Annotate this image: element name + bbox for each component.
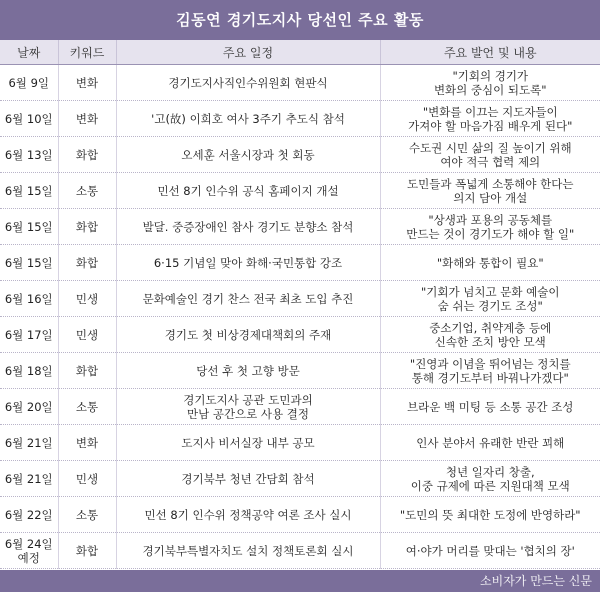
cell-date: 6월 20일 <box>0 389 58 425</box>
cell-date: 6월 22일 <box>0 497 58 533</box>
cell-event: 경기북부 청년 간담회 참석 <box>116 461 380 497</box>
cell-event: 민선 8기 인수위 공식 홈페이지 개설 <box>116 173 380 209</box>
header-event: 주요 일정 <box>116 40 380 65</box>
cell-keyword: 변화 <box>58 425 116 461</box>
cell-event: '고(故) 이희호 여사 3주기 추도식 참석 <box>116 101 380 137</box>
cell-date: 6월 13일 <box>0 137 58 173</box>
table-row <box>0 173 600 209</box>
cell-keyword: 화합 <box>58 533 116 569</box>
cell-event: 발달. 중증장애인 참사 경기도 분향소 참석 <box>116 209 380 245</box>
table-row <box>0 137 600 173</box>
table-row <box>0 209 600 245</box>
table-row <box>0 281 600 317</box>
table-row <box>0 65 600 101</box>
cell-keyword: 민생 <box>58 317 116 353</box>
cell-keyword: 화합 <box>58 209 116 245</box>
cell-date: 6월 10일 <box>0 101 58 137</box>
cell-event: 경기도지사직인수위원회 현판식 <box>116 65 380 101</box>
table-row <box>0 497 600 533</box>
cell-keyword: 민생 <box>58 461 116 497</box>
cell-event: 경기도지사 공관 도민과의 만남 공간으로 사용 결정 <box>116 389 380 425</box>
cell-remark: 도민들과 폭넓게 소통해야 한다는 의지 담아 개설 <box>380 173 600 209</box>
header-remark: 주요 발언 및 내용 <box>380 40 600 65</box>
cell-remark: "도민의 뜻 최대한 도정에 반영하라" <box>380 497 600 533</box>
cell-keyword: 소통 <box>58 389 116 425</box>
cell-keyword: 소통 <box>58 173 116 209</box>
cell-event: 경기도 첫 비상경제대책회의 주재 <box>116 317 380 353</box>
cell-remark: "변화를 이끄는 지도자들이 가져야 할 마음가짐 배우게 된다" <box>380 101 600 137</box>
table-row <box>0 425 600 461</box>
cell-date: 6월 18일 <box>0 353 58 389</box>
cell-date: 6월 9일 <box>0 65 58 101</box>
cell-keyword: 변화 <box>58 65 116 101</box>
cell-keyword: 변화 <box>58 101 116 137</box>
cell-date: 6월 21일 <box>0 461 58 497</box>
cell-date: 6월 15일 <box>0 245 58 281</box>
activity-table <box>0 40 600 569</box>
cell-keyword: 화합 <box>58 137 116 173</box>
cell-date: 6월 17일 <box>0 317 58 353</box>
table-header-row <box>0 40 600 65</box>
cell-date: 6월 15일 <box>0 173 58 209</box>
table-row <box>0 101 600 137</box>
cell-remark: 수도권 시민 삶의 질 높이기 위해 여야 적극 협력 제의 <box>380 137 600 173</box>
cell-date: 6월 24일 예정 <box>0 533 58 569</box>
header-keyword: 키워드 <box>58 40 116 65</box>
cell-remark: 인사 분야서 유래한 반란 꾀해 <box>380 425 600 461</box>
cell-remark: "기회의 경기가 변화의 중심이 되도록" <box>380 65 600 101</box>
table-row <box>0 461 600 497</box>
header-date: 날짜 <box>0 40 58 65</box>
cell-keyword: 민생 <box>58 281 116 317</box>
cell-event: 문화예술인 경기 찬스 전국 최초 도입 추진 <box>116 281 380 317</box>
cell-remark: "상생과 포용의 공동체를 만드는 것이 경기도가 해야 할 일" <box>380 209 600 245</box>
cell-remark: "화해와 통합이 필요" <box>380 245 600 281</box>
page-title: 김동연 경기도지사 당선인 주요 활동 <box>0 0 600 40</box>
cell-event: 당선 후 첫 고향 방문 <box>116 353 380 389</box>
table-row <box>0 245 600 281</box>
cell-date: 6월 16일 <box>0 281 58 317</box>
cell-remark: 여·야가 머리를 맞대는 '협치의 장' <box>380 533 600 569</box>
cell-remark: 청년 일자리 창출, 이중 규제에 따른 지원대책 모색 <box>380 461 600 497</box>
cell-event: 도지사 비서실장 내부 공모 <box>116 425 380 461</box>
cell-event: 오세훈 서울시장과 첫 회동 <box>116 137 380 173</box>
table-row <box>0 389 600 425</box>
table-row <box>0 533 600 569</box>
cell-remark: "진영과 이념을 뛰어넘는 정치를 통해 경기도부터 바꿔나가겠다" <box>380 353 600 389</box>
cell-keyword: 소통 <box>58 497 116 533</box>
cell-event: 6·15 기념일 맞아 화해·국민통합 강조 <box>116 245 380 281</box>
publisher-footer: 소비자가 만드는 신문 <box>0 570 600 592</box>
table-row <box>0 353 600 389</box>
table-row <box>0 317 600 353</box>
cell-date: 6월 21일 <box>0 425 58 461</box>
cell-date: 6월 15일 <box>0 209 58 245</box>
cell-keyword: 화합 <box>58 245 116 281</box>
cell-event: 민선 8기 인수위 정책공약 여론 조사 실시 <box>116 497 380 533</box>
cell-remark: 중소기업, 취약계층 등에 신속한 조치 방안 모색 <box>380 317 600 353</box>
cell-remark: "기회가 넘치고 문화 예술이 숨 쉬는 경기도 조성" <box>380 281 600 317</box>
cell-keyword: 화합 <box>58 353 116 389</box>
cell-event: 경기북부특별자치도 설치 정책토론회 실시 <box>116 533 380 569</box>
cell-remark: 브라운 백 미팅 등 소통 공간 조성 <box>380 389 600 425</box>
